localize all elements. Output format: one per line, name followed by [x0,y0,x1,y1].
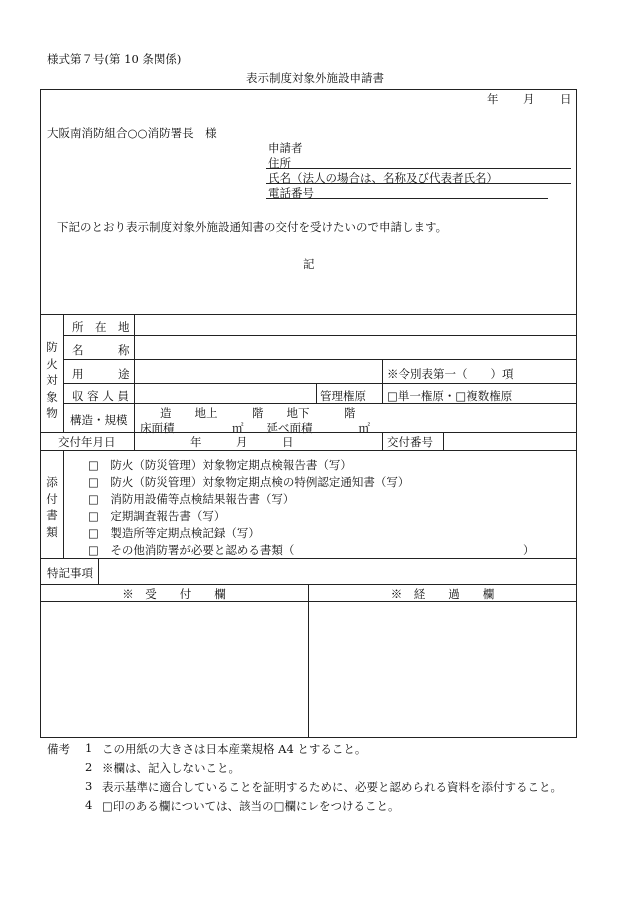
name-label: 名 称 [72,343,130,357]
applicant-label: 申請者 [268,141,303,155]
note-text: 表示基準に適合していることを証明するために、必要と認められる資料を添付すること。 [102,780,562,794]
note-number: 3 [85,779,93,793]
usage-field[interactable] [136,361,380,382]
applicant-phone-label: 電話番号 [268,186,314,200]
reception-header: ※ 受 付 欄 [122,587,226,601]
ki-label: 記 [303,257,315,271]
location-label: 所 在 地 [72,320,130,334]
address-underline [266,168,571,169]
applicant-name-label: 氏名（法人の場合は、名称及び代表者氏名） [268,171,498,185]
progress-header: ※ 経 過 欄 [390,587,495,601]
attachment-item[interactable]: □ 定期調査報告書（写） [88,509,226,523]
phone-underline [266,198,548,199]
form-title: 表示制度対象外施設申請書 [246,71,384,85]
annex-label: ※令別表第一（ ）項 [387,367,514,381]
date-month: 月 [523,92,535,106]
attachment-closing-paren: ） [523,543,535,557]
issue-number-label: 交付番号 [387,435,433,449]
attachments-side-label: 添付書類 [46,475,58,539]
issue-number-field[interactable] [445,433,575,449]
attachment-item[interactable]: □ 消防用設備等点検結果報告書（写） [88,492,295,506]
name-underline [266,183,571,184]
capacity-label: 収 容 人 員 [72,389,129,403]
usage-label: 用 途 [72,367,130,381]
remarks-field[interactable] [100,560,576,583]
date-day: 日 [560,92,572,106]
capacity-field[interactable] [136,385,314,402]
structure-label: 構造・規模 [70,413,128,427]
structure-floors[interactable]: 造 地上 階 地下 階 [160,406,356,420]
location-field[interactable] [136,316,576,334]
issue-date-value: 年 月 日 [190,435,294,449]
management-label: 管理権原 [320,389,366,403]
note-text: □印のある欄については、該当の□欄にレをつけること。 [102,799,400,813]
note-text: この用紙の大きさは日本産業規格 A4 とすること。 [102,742,367,756]
attachment-item[interactable]: □ 製造所等定期点検記録（写） [88,526,260,540]
note-number: 4 [85,798,93,812]
management-options[interactable]: □単一権原・□複数権原 [387,389,513,403]
form-number: 様式第７号(第 10 条関係) [47,52,182,66]
structure-area[interactable]: 床面積 ㎡ 延べ面積 ㎡ [140,421,370,435]
notes-label: 備考 [47,742,70,756]
fire-object-side-label: 防火対象物 [46,340,58,420]
note-number: 1 [85,741,93,755]
attachment-item[interactable]: □ 防火（防災管理）対象物定期点検の特例認定通知書（写） [88,475,410,489]
note-number: 2 [85,760,93,774]
addressee: 大阪南消防組合○○消防署長 様 [47,126,217,140]
applicant-address-label: 住所 [268,156,291,170]
date-year: 年 [487,92,499,106]
remarks-label: 特記事項 [47,566,93,580]
attachment-item[interactable]: □ その他消防署が必要と認める書類（ [88,543,295,557]
issue-date-label: 交付年月日 [58,435,116,449]
request-text: 下記のとおり表示制度対象外施設通知書の交付を受けたいので申請します。 [57,220,448,234]
name-field[interactable] [136,337,576,358]
note-text: ※欄は、記入しないこと。 [102,761,240,775]
attachment-item[interactable]: □ 防火（防災管理）対象物定期点検報告書（写） [88,458,352,472]
